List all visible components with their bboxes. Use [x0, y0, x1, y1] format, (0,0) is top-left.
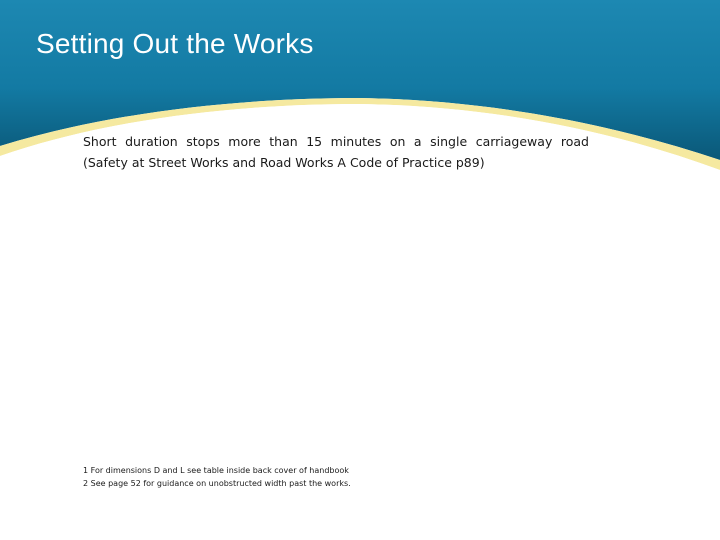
- body-text: [83, 131, 589, 173]
- footnote-1: 1 For dimensions D and L see table inside back cover of handbook: [83, 466, 349, 475]
- body-text-line-1: Short duration stops more than 15 minutes on a single carriageway road: [83, 134, 589, 149]
- footnotes: [83, 464, 351, 490]
- slide-title: Setting Out the Works: [36, 28, 314, 59]
- footnote-2: 2 See page 52 for guidance on unobstructed width past the works.: [83, 479, 351, 488]
- body-text-line-2: (Safety at Street Works and Road Works A Code of Practice p89): [83, 155, 485, 170]
